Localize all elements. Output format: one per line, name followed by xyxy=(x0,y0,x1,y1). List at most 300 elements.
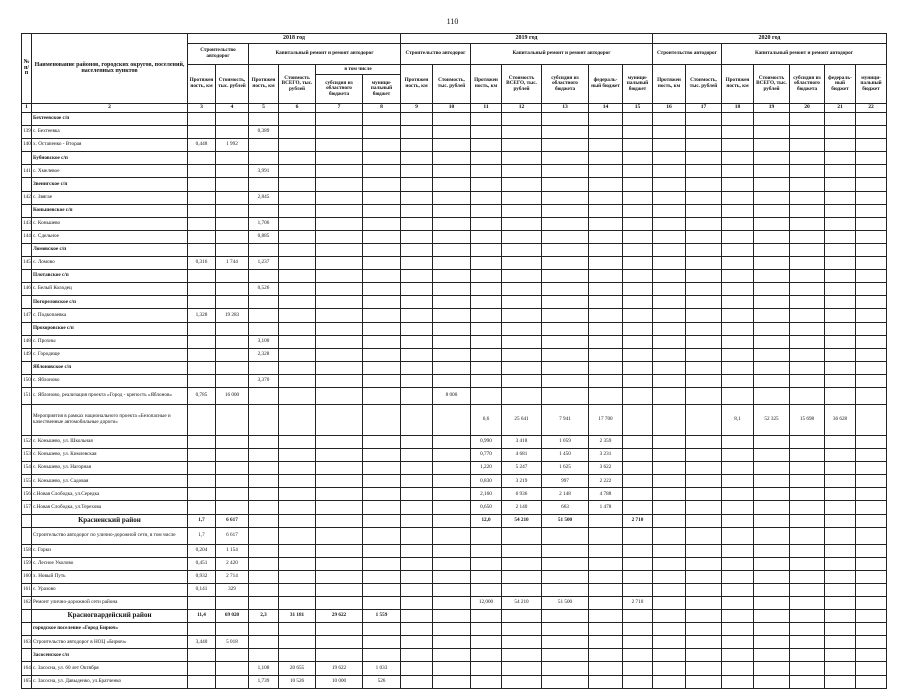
value-cell xyxy=(825,435,856,448)
row-name: Звенигское с/п xyxy=(32,178,188,191)
value-cell xyxy=(542,152,589,165)
value-cell xyxy=(502,649,542,662)
value-cell xyxy=(686,557,722,570)
table-body xyxy=(22,113,887,689)
value-cell: 1 478 xyxy=(589,501,623,514)
district-row xyxy=(22,514,887,527)
value-cell xyxy=(686,165,722,178)
value-cell xyxy=(433,348,471,361)
value-cell: 1 992 xyxy=(216,139,249,152)
row-name: с. Коньшево, ул. Кимлевская xyxy=(32,449,188,462)
value-cell xyxy=(363,387,401,404)
value-cell xyxy=(471,283,502,296)
value-cell xyxy=(754,475,790,488)
value-cell xyxy=(856,139,887,152)
value-cell: 3,440 xyxy=(188,636,216,649)
value-cell xyxy=(502,583,542,596)
value-cell xyxy=(856,243,887,256)
value-cell xyxy=(754,335,790,348)
value-cell xyxy=(722,243,754,256)
value-cell xyxy=(825,583,856,596)
value-cell xyxy=(856,309,887,322)
value-cell: 8 000 xyxy=(433,387,471,404)
value-cell xyxy=(216,374,249,387)
row-number: 139 xyxy=(22,126,32,139)
value-cell xyxy=(363,126,401,139)
value-cell xyxy=(471,113,502,126)
value-cell xyxy=(188,178,216,191)
value-cell xyxy=(856,387,887,404)
value-cell xyxy=(589,113,623,126)
value-cell xyxy=(542,270,589,283)
value-cell xyxy=(363,309,401,322)
budget-table xyxy=(21,33,887,689)
value-cell xyxy=(653,514,686,527)
value-cell xyxy=(722,610,754,623)
value-cell xyxy=(433,597,471,610)
header-federal: федераль-ный бюджет xyxy=(825,65,856,104)
value-cell xyxy=(825,230,856,243)
value-cell xyxy=(790,243,825,256)
value-cell xyxy=(502,243,542,256)
value-cell xyxy=(589,335,623,348)
value-cell xyxy=(754,636,790,649)
value-cell xyxy=(433,662,471,675)
value-cell: 19 283 xyxy=(216,309,249,322)
header-cost: Стоимость, тыс. рублей xyxy=(686,65,722,104)
value-cell xyxy=(856,675,887,688)
row-number: 164 xyxy=(22,662,32,675)
value-cell xyxy=(363,570,401,583)
value-cell xyxy=(471,387,502,404)
value-cell xyxy=(279,243,316,256)
value-cell: 29 622 xyxy=(316,610,363,623)
value-cell xyxy=(825,387,856,404)
value-cell xyxy=(502,348,542,361)
value-cell xyxy=(316,527,363,544)
value-cell xyxy=(401,191,433,204)
value-cell: 2,328 xyxy=(249,348,279,361)
header-length: Протяжен ность, км xyxy=(188,65,216,104)
value-cell xyxy=(623,475,653,488)
value-cell xyxy=(433,152,471,165)
value-cell xyxy=(754,126,790,139)
value-cell xyxy=(542,662,589,675)
section-row xyxy=(22,113,887,126)
value-cell xyxy=(363,283,401,296)
value-cell xyxy=(249,636,279,649)
value-cell xyxy=(825,257,856,270)
value-cell: 2 148 xyxy=(542,488,589,501)
value-cell xyxy=(825,296,856,309)
value-cell xyxy=(722,597,754,610)
value-cell xyxy=(363,488,401,501)
value-cell: 12,0 xyxy=(471,514,502,527)
value-cell xyxy=(279,113,316,126)
value-cell xyxy=(249,449,279,462)
value-cell: 51 500 xyxy=(542,597,589,610)
value-cell: 0,451 xyxy=(188,557,216,570)
value-cell xyxy=(825,449,856,462)
value-cell: 0,448 xyxy=(188,139,216,152)
value-cell xyxy=(279,361,316,374)
value-cell xyxy=(623,283,653,296)
value-cell xyxy=(790,475,825,488)
value-cell: 0,990 xyxy=(471,435,502,448)
value-cell: 2 420 xyxy=(216,557,249,570)
value-cell xyxy=(279,322,316,335)
value-cell xyxy=(790,662,825,675)
row-name: с. Бехтеевка xyxy=(32,126,188,139)
value-cell xyxy=(825,113,856,126)
value-cell xyxy=(216,335,249,348)
value-cell xyxy=(542,570,589,583)
value-cell xyxy=(825,348,856,361)
value-cell xyxy=(754,544,790,557)
value-cell xyxy=(502,270,542,283)
value-cell: 0,526 xyxy=(249,283,279,296)
value-cell xyxy=(363,374,401,387)
value-cell xyxy=(623,296,653,309)
table-row xyxy=(22,387,887,404)
row-number xyxy=(22,527,32,544)
value-cell xyxy=(249,583,279,596)
value-cell xyxy=(623,113,653,126)
value-cell xyxy=(363,139,401,152)
column-number: 11 xyxy=(471,104,502,113)
value-cell xyxy=(589,257,623,270)
value-cell xyxy=(279,514,316,527)
row-name: с. Лесное Уколово xyxy=(32,557,188,570)
value-cell xyxy=(188,675,216,688)
value-cell xyxy=(471,257,502,270)
table-row xyxy=(22,462,887,475)
value-cell xyxy=(249,527,279,544)
value-cell xyxy=(722,322,754,335)
value-cell xyxy=(363,636,401,649)
row-number: 142 xyxy=(22,191,32,204)
value-cell xyxy=(188,113,216,126)
value-cell: 7 941 xyxy=(542,404,589,435)
value-cell xyxy=(249,296,279,309)
value-cell xyxy=(363,230,401,243)
value-cell xyxy=(623,152,653,165)
header-year-2020: 2020 год xyxy=(653,34,887,44)
value-cell xyxy=(653,113,686,126)
value-cell xyxy=(589,126,623,139)
row-name: Плотавское с/п xyxy=(32,270,188,283)
value-cell xyxy=(249,462,279,475)
row-name: Бехтеевское с/п xyxy=(32,113,188,126)
value-cell xyxy=(856,623,887,636)
value-cell xyxy=(856,374,887,387)
value-cell xyxy=(363,462,401,475)
header-total: Стоимость ВСЕГО, тыс. рублей xyxy=(502,65,542,104)
row-number: 154 xyxy=(22,462,32,475)
value-cell xyxy=(623,387,653,404)
header-construction: Строительство автодорог xyxy=(653,44,722,65)
value-cell: 1,237 xyxy=(249,257,279,270)
value-cell xyxy=(623,139,653,152)
value-cell xyxy=(471,322,502,335)
value-cell xyxy=(216,462,249,475)
value-cell xyxy=(188,462,216,475)
value-cell xyxy=(722,139,754,152)
value-cell xyxy=(825,557,856,570)
value-cell xyxy=(433,610,471,623)
row-number: 161 xyxy=(22,583,32,596)
value-cell xyxy=(653,662,686,675)
value-cell xyxy=(790,675,825,688)
value-cell xyxy=(589,348,623,361)
value-cell xyxy=(856,610,887,623)
value-cell xyxy=(316,322,363,335)
value-cell xyxy=(363,348,401,361)
value-cell xyxy=(279,126,316,139)
value-cell xyxy=(433,449,471,462)
value-cell xyxy=(316,191,363,204)
value-cell xyxy=(790,514,825,527)
value-cell xyxy=(686,152,722,165)
value-cell: 1 154 xyxy=(216,544,249,557)
value-cell xyxy=(623,636,653,649)
value-cell xyxy=(433,178,471,191)
value-cell: 1,7 xyxy=(188,527,216,544)
value-cell xyxy=(316,309,363,322)
header-year-2019: 2019 год xyxy=(401,34,653,44)
value-cell xyxy=(790,217,825,230)
value-cell xyxy=(825,309,856,322)
value-cell xyxy=(401,257,433,270)
value-cell xyxy=(433,243,471,256)
value-cell xyxy=(623,270,653,283)
value-cell xyxy=(722,583,754,596)
value-cell xyxy=(754,583,790,596)
value-cell xyxy=(316,475,363,488)
value-cell xyxy=(216,501,249,514)
value-cell xyxy=(542,649,589,662)
value-cell xyxy=(589,191,623,204)
value-cell xyxy=(279,557,316,570)
value-cell xyxy=(754,139,790,152)
value-cell xyxy=(279,217,316,230)
value-cell xyxy=(279,404,316,435)
value-cell xyxy=(401,335,433,348)
value-cell xyxy=(825,527,856,544)
table-row xyxy=(22,217,887,230)
value-cell xyxy=(754,675,790,688)
row-number xyxy=(22,113,32,126)
value-cell xyxy=(249,361,279,374)
table-row xyxy=(22,435,887,448)
value-cell xyxy=(856,126,887,139)
value-cell xyxy=(589,583,623,596)
value-cell xyxy=(401,404,433,435)
value-cell xyxy=(502,126,542,139)
value-cell xyxy=(542,243,589,256)
value-cell: 69 020 xyxy=(216,610,249,623)
table-row xyxy=(22,309,887,322)
value-cell xyxy=(433,139,471,152)
row-name: с. Белый Колодец xyxy=(32,283,188,296)
value-cell xyxy=(249,570,279,583)
value-cell xyxy=(502,178,542,191)
value-cell xyxy=(542,126,589,139)
value-cell: 6 617 xyxy=(216,514,249,527)
value-cell xyxy=(653,191,686,204)
value-cell xyxy=(722,257,754,270)
value-cell xyxy=(542,374,589,387)
header-no: № п/п xyxy=(22,34,32,104)
value-cell xyxy=(249,270,279,283)
value-cell xyxy=(856,361,887,374)
value-cell xyxy=(216,348,249,361)
value-cell xyxy=(279,374,316,387)
value-cell xyxy=(216,178,249,191)
value-cell xyxy=(589,270,623,283)
column-number: 22 xyxy=(856,104,887,113)
value-cell xyxy=(188,488,216,501)
value-cell xyxy=(542,610,589,623)
value-cell xyxy=(686,283,722,296)
value-cell xyxy=(653,126,686,139)
value-cell xyxy=(279,649,316,662)
value-cell xyxy=(216,283,249,296)
value-cell xyxy=(686,322,722,335)
value-cell xyxy=(401,230,433,243)
value-cell xyxy=(686,230,722,243)
value-cell xyxy=(686,404,722,435)
value-cell: 663 xyxy=(542,501,589,514)
value-cell xyxy=(502,165,542,178)
value-cell: 16 000 xyxy=(216,387,249,404)
value-cell xyxy=(279,139,316,152)
value-cell xyxy=(401,649,433,662)
row-number: 153 xyxy=(22,449,32,462)
value-cell xyxy=(653,309,686,322)
section-row xyxy=(22,243,887,256)
value-cell xyxy=(401,113,433,126)
value-cell xyxy=(316,501,363,514)
value-cell xyxy=(856,449,887,462)
value-cell: 2 140 xyxy=(502,501,542,514)
value-cell xyxy=(623,165,653,178)
value-cell xyxy=(471,557,502,570)
value-cell xyxy=(790,527,825,544)
value-cell xyxy=(722,675,754,688)
value-cell xyxy=(589,309,623,322)
value-cell xyxy=(686,623,722,636)
value-cell xyxy=(363,270,401,283)
value-cell xyxy=(279,501,316,514)
value-cell xyxy=(623,217,653,230)
value-cell xyxy=(502,636,542,649)
value-cell xyxy=(790,270,825,283)
value-cell xyxy=(722,475,754,488)
value-cell: 6 617 xyxy=(216,527,249,544)
value-cell: 4 681 xyxy=(502,449,542,462)
value-cell xyxy=(825,636,856,649)
row-name: с. Яблоново, реализация проекта «Город - крепость «Яблонов» xyxy=(32,387,188,404)
row-name: городское поселение «Город Бирюч» xyxy=(32,623,188,636)
value-cell xyxy=(363,449,401,462)
row-name: Погореловское с/п xyxy=(32,296,188,309)
value-cell xyxy=(790,597,825,610)
value-cell xyxy=(589,544,623,557)
value-cell xyxy=(363,165,401,178)
value-cell xyxy=(401,597,433,610)
value-cell xyxy=(249,322,279,335)
row-name: Строительство автодорог по улично-дорожной сети, в том числе xyxy=(32,527,188,544)
value-cell xyxy=(279,204,316,217)
row-name: Прохоровское с/п xyxy=(32,322,188,335)
value-cell xyxy=(188,435,216,448)
value-cell: 1,739 xyxy=(249,675,279,688)
value-cell xyxy=(363,475,401,488)
value-cell xyxy=(316,113,363,126)
value-cell xyxy=(279,257,316,270)
value-cell: 2,845 xyxy=(249,191,279,204)
value-cell xyxy=(623,570,653,583)
value-cell xyxy=(686,527,722,544)
table-row xyxy=(22,283,887,296)
value-cell xyxy=(686,514,722,527)
value-cell xyxy=(790,544,825,557)
value-cell xyxy=(754,165,790,178)
value-cell xyxy=(401,270,433,283)
value-cell xyxy=(249,309,279,322)
column-number: 19 xyxy=(754,104,790,113)
value-cell: 19 622 xyxy=(316,662,363,675)
value-cell: 1,108 xyxy=(249,662,279,675)
row-name: с. Коньшево, ул. Садовая xyxy=(32,475,188,488)
value-cell xyxy=(623,257,653,270)
value-cell xyxy=(754,257,790,270)
value-cell xyxy=(433,462,471,475)
value-cell xyxy=(502,662,542,675)
value-cell xyxy=(653,462,686,475)
value-cell: 10 000 xyxy=(316,675,363,688)
value-cell xyxy=(856,501,887,514)
value-cell xyxy=(249,623,279,636)
value-cell xyxy=(316,583,363,596)
value-cell xyxy=(542,322,589,335)
value-cell xyxy=(686,126,722,139)
value-cell xyxy=(589,649,623,662)
row-number: 162 xyxy=(22,597,32,610)
row-name: с. Городище xyxy=(32,348,188,361)
row-name: с.Новая Слободка, ул.Терехова xyxy=(32,501,188,514)
value-cell xyxy=(363,583,401,596)
value-cell: 2 359 xyxy=(589,435,623,448)
value-cell: 6 936 xyxy=(502,488,542,501)
row-name: с. Ломово xyxy=(32,257,188,270)
value-cell xyxy=(471,152,502,165)
value-cell xyxy=(825,178,856,191)
value-cell xyxy=(825,597,856,610)
value-cell xyxy=(589,243,623,256)
value-cell xyxy=(502,374,542,387)
value-cell: 2,3 xyxy=(249,610,279,623)
value-cell xyxy=(686,649,722,662)
value-cell xyxy=(790,348,825,361)
value-cell xyxy=(589,636,623,649)
table-row xyxy=(22,449,887,462)
row-name: Бубновское с/п xyxy=(32,152,188,165)
value-cell xyxy=(433,623,471,636)
value-cell xyxy=(401,583,433,596)
value-cell xyxy=(825,165,856,178)
